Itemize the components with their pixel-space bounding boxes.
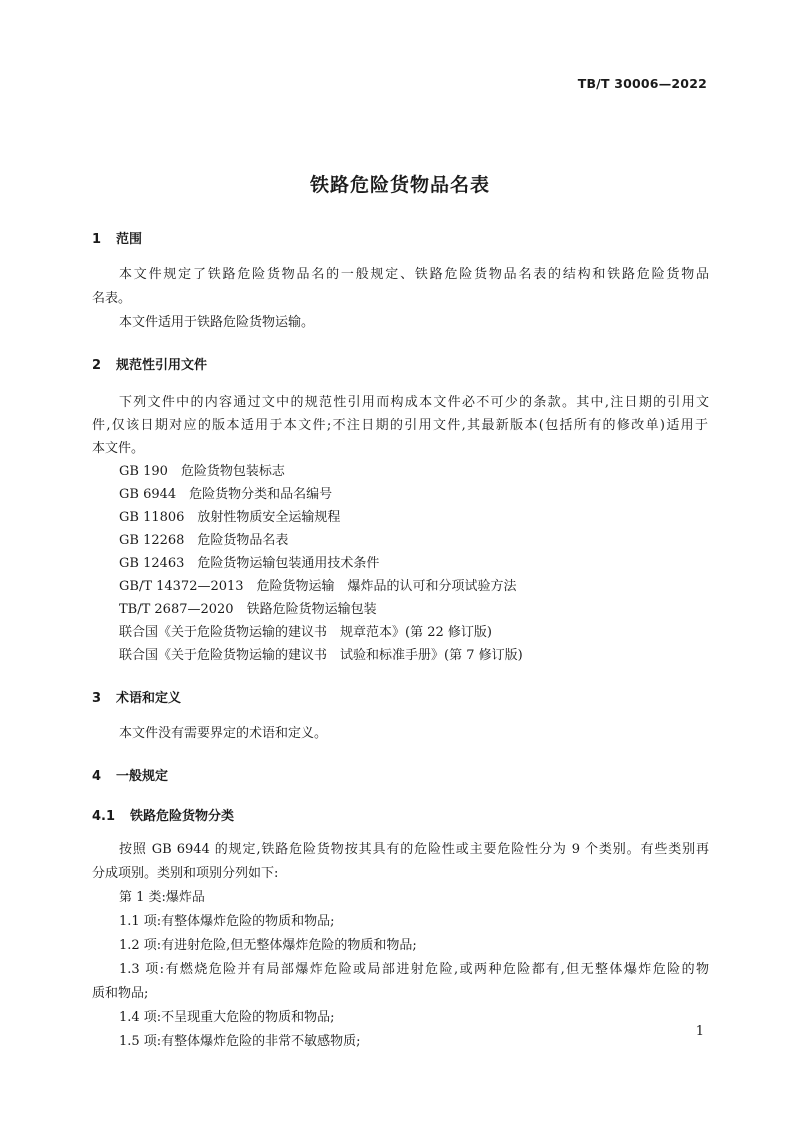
reference-item: 联合国《关于危险货物运输的建议书 规章范本》(第 22 修订版) [119,625,492,640]
division-item: 1.3 项:有燃烧危险并有局部爆炸危险或局部进射危险,或两种危险都有,但无整体爆炸危险的物 [119,962,709,977]
section-4-heading [92,765,168,784]
section-title: 一般规定 [116,769,169,784]
division-item: 1.4 项:不呈现重大危险的物质和物品; [119,1010,335,1025]
division-item: 1.1 项:有整体爆炸危险的物质和物品; [119,914,335,929]
section-2-heading [92,354,207,373]
subsection-4-1-heading [92,805,234,824]
division-item: 1.5 项:有整体爆炸危险的非常不敏感物质; [119,1034,361,1049]
section-number: 4 [92,769,102,784]
section-title: 术语和定义 [116,691,182,706]
document-title: 铁路危险货物品名表 [309,174,490,196]
subsection-title: 铁路危险货物分类 [130,809,235,824]
paragraph-line: 本文件适用于铁路危险货物运输。 [119,315,315,330]
page-number: 1 [695,1024,704,1039]
reference-item: GB 6944 危险货物分类和品名编号 [119,487,333,502]
section-number: 1 [92,232,102,247]
paragraph-line: 分成项别。类别和项别分列如下: [92,866,279,881]
division-item-continuation: 质和物品; [92,986,149,1001]
reference-item: GB 190 危险货物包装标志 [119,464,285,479]
subsection-number: 4.1 [92,809,116,824]
section-title: 范围 [116,232,143,247]
paragraph-line: 按照 GB 6944 的规定,铁路危险货物按其具有的危险性或主要危险性分为 9 个类别。有些类别再 [119,842,709,857]
reference-item: GB 11806 放射性物质安全运输规程 [119,510,341,525]
reference-item: GB 12268 危险货物品名表 [119,533,289,548]
section-1-heading [92,228,142,247]
paragraph-line: 本文件。 [92,441,145,456]
paragraph-line: 本文件规定了铁路危险货物品名的一般规定、铁路危险货物品名表的结构和铁路危险货物品 [119,267,709,282]
paragraph-line: 名表。 [92,291,132,306]
standard-number: TB/T 30006—2022 [577,76,707,91]
reference-item: 联合国《关于危险货物运输的建议书 试验和标准手册》(第 7 修订版) [119,648,523,663]
section-number: 3 [92,691,102,706]
class-item: 第 1 类:爆炸品 [119,890,205,905]
reference-item: GB 12463 危险货物运输包装通用技术条件 [119,556,380,571]
section-3-heading [92,687,181,706]
division-item: 1.2 项:有进射危险,但无整体爆炸危险的物质和物品; [119,938,417,953]
section-number: 2 [92,358,102,373]
paragraph-line: 下列文件中的内容通过文中的规范性引用而构成本文件必不可少的条款。其中,注日期的引用文 [119,395,709,410]
section-title: 规范性引用文件 [116,358,208,373]
reference-item: TB/T 2687—2020 铁路危险货物运输包装 [119,602,377,617]
reference-item: GB/T 14372—2013 危险货物运输 爆炸品的认可和分项试验方法 [119,579,517,594]
paragraph-line: 件,仅该日期对应的版本适用于本文件;不注日期的引用文件,其最新版本(包括所有的修改单)适用于 [92,418,708,433]
paragraph-line: 本文件没有需要界定的术语和定义。 [119,726,328,741]
